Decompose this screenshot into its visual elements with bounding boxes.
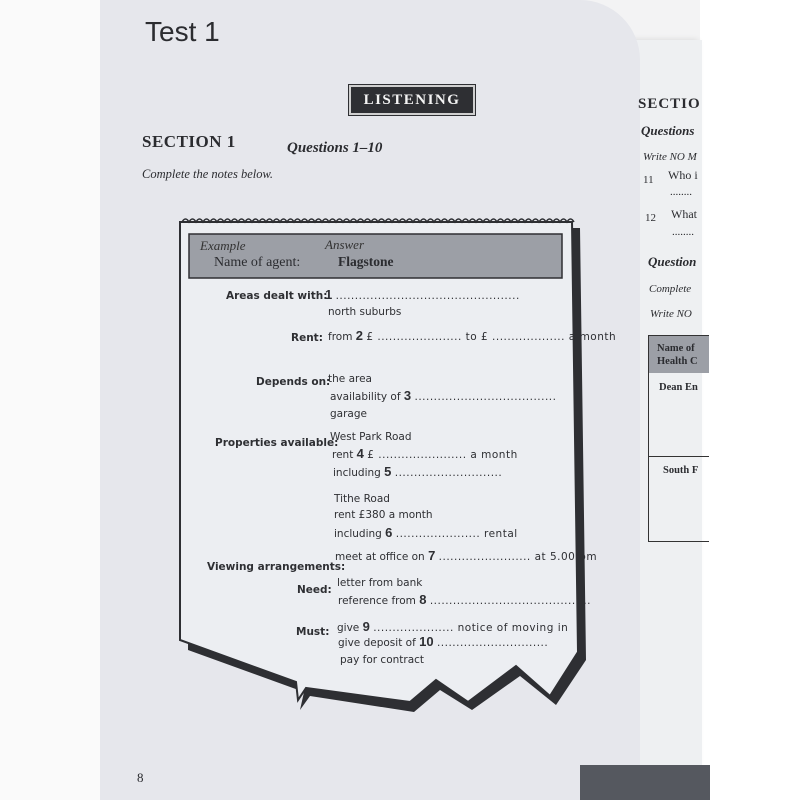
- q5-answer-blank[interactable]: ............................: [394, 467, 503, 479]
- areas-north-suburbs: north suburbs: [328, 306, 402, 318]
- questions-range: Questions 1–10: [287, 140, 383, 156]
- right-table-header: [649, 336, 709, 373]
- q6-answer-blank[interactable]: ...................... rental: [395, 528, 518, 540]
- must-give-text: give: [337, 622, 360, 634]
- property-tithe-road: Tithe Road: [334, 493, 390, 505]
- depends-availability-text: availability of: [330, 391, 401, 403]
- right-questions-heading: Questions: [641, 123, 695, 138]
- q9-answer-blank[interactable]: ..................... notice of moving in: [373, 622, 569, 634]
- q7-number: 7: [428, 548, 436, 563]
- listening-banner: LISTENING: [349, 85, 475, 115]
- q6-line: [334, 525, 518, 540]
- example-answer: Flagstone: [338, 254, 394, 269]
- need-reference-text: reference from: [338, 595, 416, 607]
- q3-line: [330, 388, 556, 403]
- rent-from-text: from: [328, 331, 353, 343]
- right-table-header-line2: Health C: [657, 356, 698, 367]
- property-tithe-including-text: including: [334, 528, 382, 540]
- rent-label: Rent:: [291, 332, 323, 344]
- property-rent-text: rent: [332, 449, 354, 461]
- q4-line: [332, 446, 518, 461]
- areas-label: Areas dealt with:: [226, 290, 328, 302]
- q9-line: [337, 619, 568, 634]
- right-table-header-line1: Name of: [657, 343, 695, 354]
- right-section-title: SECTIO: [638, 96, 701, 112]
- right-q12-blank[interactable]: ........: [672, 226, 694, 238]
- q8-line: [338, 592, 591, 607]
- q7-answer-blank[interactable]: ........................ at 5.00 pm: [438, 551, 598, 563]
- property-tithe-rent: rent £380 a month: [334, 509, 433, 521]
- property-west-park-road: West Park Road: [330, 431, 412, 443]
- property-including-text: including: [333, 467, 381, 479]
- q10-line: [338, 634, 548, 649]
- right-q12-text: What: [671, 207, 697, 221]
- viewing-meet-text: meet at office on: [335, 551, 425, 563]
- q10-number: 10: [419, 634, 434, 649]
- q8-answer-blank[interactable]: ..........................................: [429, 595, 592, 607]
- right-q11-blank[interactable]: ........: [670, 186, 692, 198]
- q10-answer-blank[interactable]: .............................: [436, 637, 549, 649]
- instruction-text: Complete the notes below.: [142, 167, 273, 181]
- need-label: Need:: [297, 584, 332, 596]
- q8-number: 8: [419, 592, 427, 607]
- section-title: SECTION 1: [142, 132, 236, 151]
- q5-line: [333, 464, 502, 479]
- q4-number: 4: [356, 446, 364, 461]
- must-label: Must:: [296, 626, 330, 638]
- test-title: Test 1: [145, 16, 220, 47]
- depends-garage: garage: [330, 408, 367, 420]
- need-letter-from-bank: letter from bank: [337, 577, 423, 589]
- right-table-row-1: Dean En: [659, 382, 698, 393]
- must-deposit-text: give deposit of: [338, 637, 416, 649]
- example-name-label: Name of agent:: [214, 255, 301, 270]
- q5-number: 5: [384, 464, 392, 479]
- depends-area: the area: [328, 373, 372, 385]
- must-pay-contract: pay for contract: [340, 654, 425, 666]
- right-table: [648, 335, 709, 542]
- q4-answer-blank[interactable]: £ ....................... a month: [367, 449, 518, 461]
- right-table-divider: [649, 456, 709, 457]
- q3-number: 3: [403, 388, 412, 403]
- right-table-row-2: South F: [663, 465, 699, 476]
- q1-line: [325, 287, 520, 302]
- q9-number: 9: [362, 619, 370, 634]
- right-complete-instruction: Complete: [649, 283, 692, 295]
- q6-number: 6: [385, 525, 393, 540]
- q7-line: [335, 548, 597, 563]
- page-number: 8: [137, 770, 144, 785]
- q2-answer-blank[interactable]: £ ...................... to £ ................... a month: [366, 331, 617, 343]
- right-write-instruction: Write NO M: [643, 151, 697, 163]
- right-write-instruction-2: Write NO: [650, 308, 692, 320]
- example-label: Example: [200, 238, 246, 253]
- q2-line: [328, 328, 616, 343]
- q3-answer-blank[interactable]: .....................................: [414, 391, 557, 403]
- viewing-label: Viewing arrangements:: [207, 561, 346, 573]
- right-q11-text: Who i: [668, 168, 698, 182]
- properties-label: Properties available:: [215, 437, 339, 449]
- q1-number: 1: [325, 287, 333, 302]
- depends-label: Depends on:: [256, 376, 331, 388]
- right-q11-number: 11: [643, 174, 654, 186]
- answer-label: Answer: [325, 237, 364, 252]
- q2-number: 2: [355, 328, 364, 343]
- right-questions-heading-2: Question: [648, 254, 697, 269]
- right-q12-number: 12: [645, 212, 656, 224]
- q1-answer-blank[interactable]: ................................................: [335, 290, 520, 302]
